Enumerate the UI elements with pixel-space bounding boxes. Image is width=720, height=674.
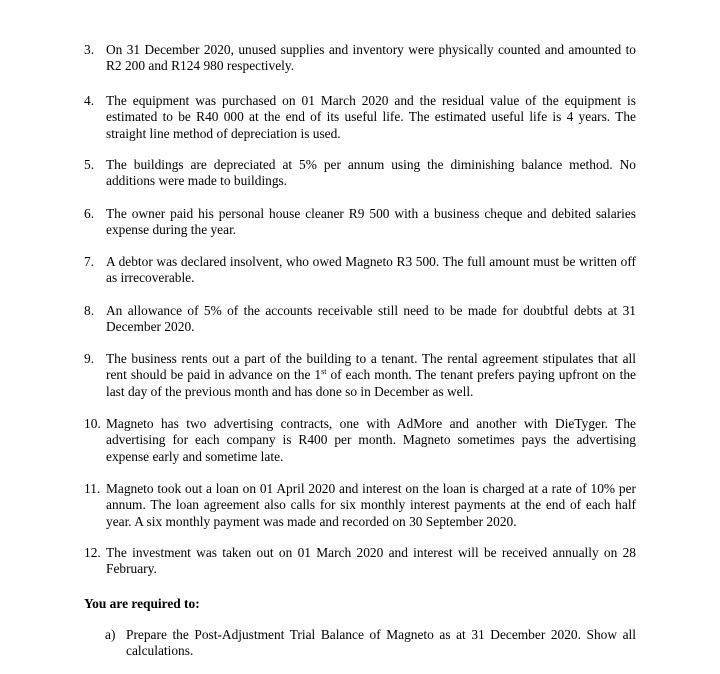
item-number: 4. — [84, 93, 95, 108]
item-text — [106, 351, 636, 400]
item-text-part: The business rents out a part of the building to a tenant. The rental agreement stipulates that all rent should be paid in advance on the 1 — [106, 351, 636, 383]
item-number: 3. — [84, 42, 95, 57]
required-heading: You are required to: — [84, 596, 200, 611]
item-text-part: of each month. The tenant prefers paying upfront on the last day of the previous month and has done so in December as well. — [106, 367, 636, 399]
item-number: 6. — [84, 206, 95, 221]
list-item-12 — [84, 545, 636, 578]
list-item-10 — [84, 416, 636, 465]
item-number: 11. — [84, 481, 101, 496]
list-item-8 — [84, 303, 636, 336]
ordinal-superscript: st — [321, 367, 327, 377]
item-text: The owner paid his personal house cleaner R9 500 with a business cheque and debited salaries expense during the year. — [106, 206, 636, 238]
item-text: On 31 December 2020, unused supplies and inventory were physically counted and amounted to R2 200 and R124 980 respectively. — [106, 42, 636, 74]
sub-item-text: Prepare the Post-Adjustment Trial Balance of Magneto as at 31 December 2020. Show all calculations. — [126, 627, 636, 659]
list-item-11 — [84, 481, 636, 530]
item-number: 9. — [84, 351, 95, 366]
list-item-7 — [84, 254, 636, 287]
item-number: 10. — [84, 416, 101, 431]
item-text: A debtor was declared insolvent, who owed Magneto R3 500. The full amount must be written off as irrecoverable. — [106, 254, 636, 286]
item-text: Magneto took out a loan on 01 April 2020 and interest on the loan is charged at a rate of 10% per annum. The loan agreement also calls for six monthly interest payments at the end of each half year. A six monthly payment was made and recorded on 30 September 2020. — [106, 481, 636, 529]
item-number: 5. — [84, 157, 95, 172]
sub-item-a — [105, 627, 636, 660]
item-number: 12. — [84, 545, 101, 560]
list-item-3 — [84, 42, 636, 75]
item-number: 8. — [84, 303, 95, 318]
list-item-9 — [84, 351, 636, 400]
item-text: An allowance of 5% of the accounts receivable still need to be made for doubtful debts at 31 December 2020. — [106, 303, 636, 335]
list-item-6 — [84, 206, 636, 239]
item-text: The investment was taken out on 01 March 2020 and interest will be received annually on 28 February. — [106, 545, 636, 577]
item-number: 7. — [84, 254, 95, 269]
list-item-5 — [84, 157, 636, 190]
sub-item-label: a) — [105, 627, 116, 642]
item-text: The buildings are depreciated at 5% per annum using the diminishing balance method. No additions were made to buildings. — [106, 157, 636, 189]
list-item-4 — [84, 93, 636, 142]
item-text: Magneto has two advertising contracts, one with AdMore and another with DieTyger. The advertising for each company is R400 per month. Magneto sometimes pays the advertising expense early and sometime late. — [106, 416, 636, 464]
item-text: The equipment was purchased on 01 March 2020 and the residual value of the equipment is estimated to be R40 000 at the end of its useful life. The estimated useful life is 4 years. The straight line method of depreciation is used. — [106, 93, 636, 141]
